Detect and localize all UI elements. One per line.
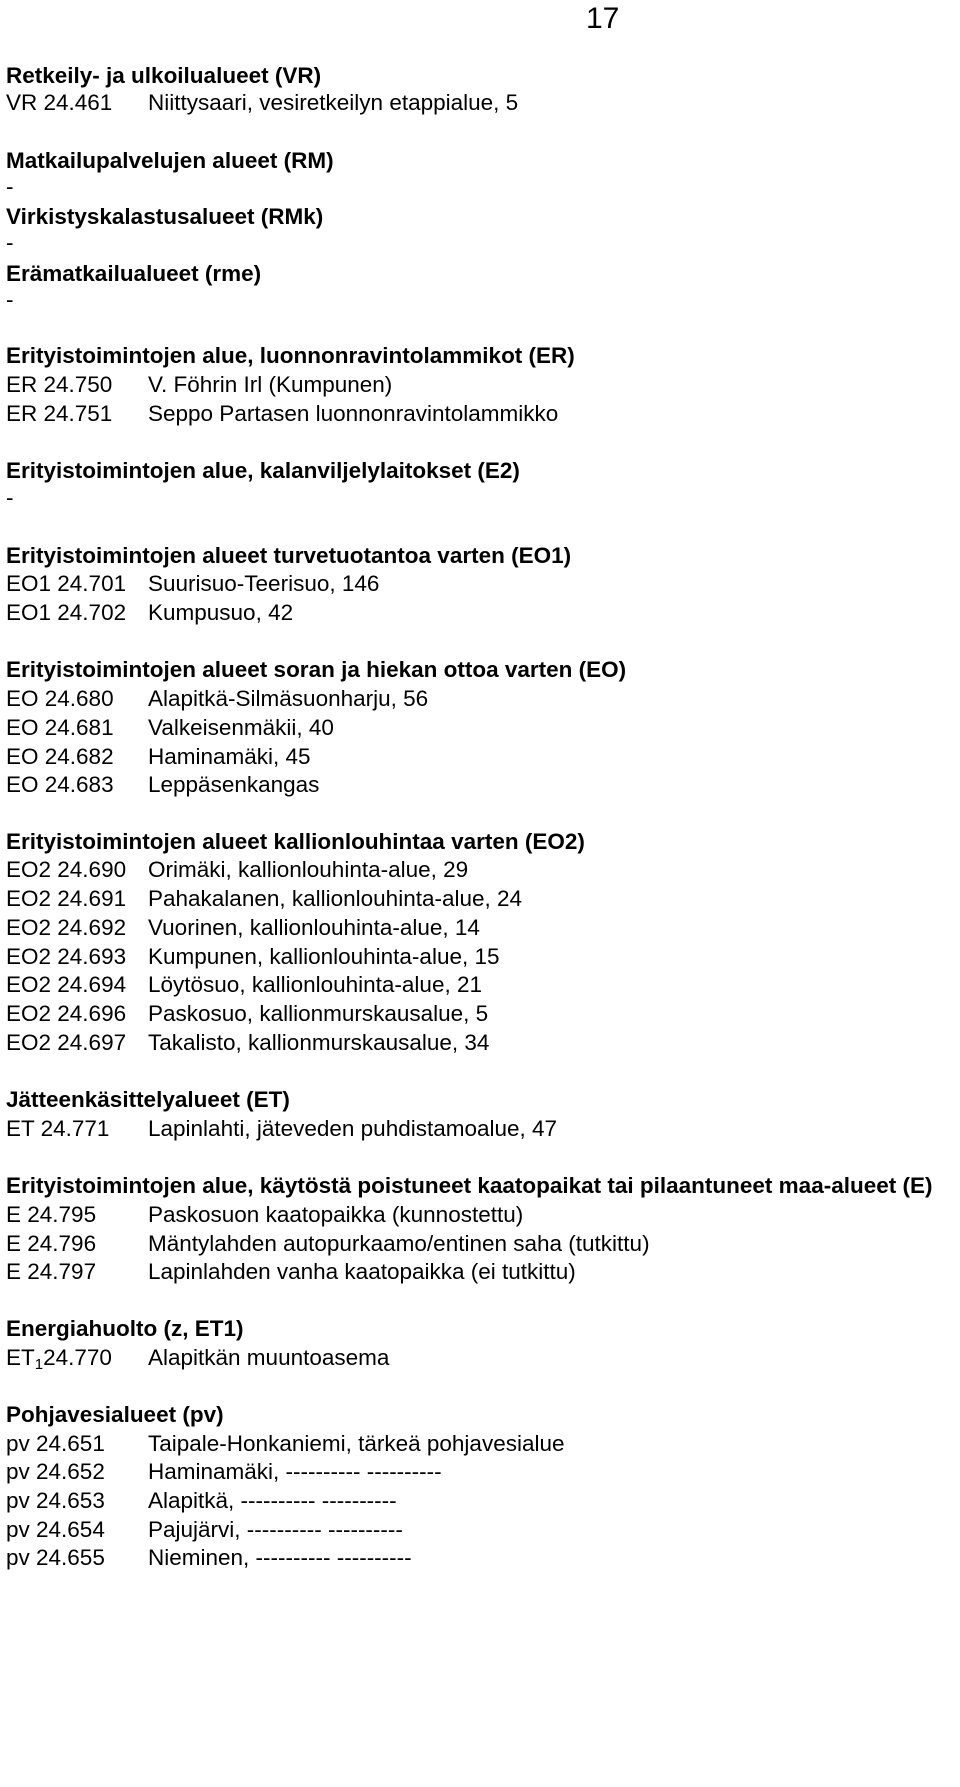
- entry-desc: Pajujärvi, ---------- ----------: [148, 1517, 403, 1542]
- section-heading-energy: Energiahuolto (z, ET1): [6, 1316, 244, 1341]
- entry-desc: Paskosuon kaatopaikka (kunnostettu): [148, 1202, 524, 1227]
- entry-code: pv 24.653: [6, 1488, 105, 1513]
- section-heading-er: Erityistoimintojen alue, luonnonravintolammikot (ER): [6, 343, 575, 368]
- entry-code: pv 24.654: [6, 1517, 105, 1542]
- section-heading-e2: Erityistoimintojen alue, kalanviljelylaitokset (E2): [6, 458, 520, 483]
- entry-code: EO 24.683: [6, 772, 114, 797]
- entry-desc: Kumpunen, kallionlouhinta-alue, 15: [148, 944, 500, 969]
- entry-code: EO2 24.697: [6, 1030, 127, 1055]
- entry-desc: Lapinlahti, jäteveden puhdistamoalue, 47: [148, 1116, 558, 1141]
- entry-desc: Orimäki, kallionlouhinta-alue, 29: [148, 857, 469, 882]
- entry-code: EO2 24.692: [6, 915, 127, 940]
- entry-code: EO2 24.693: [6, 944, 127, 969]
- entry-code: EO2 24.690: [6, 857, 127, 882]
- entry-code: EO1 24.702: [6, 600, 127, 625]
- entry-desc: Haminamäki, ---------- ----------: [148, 1459, 442, 1484]
- entry-code: pv 24.655: [6, 1545, 105, 1570]
- entry-desc: Lapinlahden vanha kaatopaikka (ei tutkittu): [148, 1259, 576, 1284]
- entry-code: E 24.796: [6, 1231, 97, 1256]
- entry-code: E 24.795: [6, 1202, 97, 1227]
- page-number: 17: [586, 2, 620, 35]
- entry-desc: Alapitkän muuntoasema: [148, 1345, 390, 1370]
- entry-desc: Suurisuo-Teerisuo, 146: [148, 571, 380, 596]
- entry-desc: Leppäsenkangas: [148, 772, 320, 797]
- section-heading-eo: Erityistoimintojen alueet soran ja hiekan ottoa varten (EO): [6, 657, 627, 682]
- entry-code: EO2 24.694: [6, 972, 127, 997]
- entry-code: pv 24.652: [6, 1459, 105, 1484]
- section-heading-eo2: Erityistoimintojen alueet kallionlouhintaa varten (EO2): [6, 829, 585, 854]
- section-heading-rme: Erämatkailualueet (rme): [6, 261, 262, 286]
- entry-desc: Paskosuo, kallionmurskausalue, 5: [148, 1001, 489, 1026]
- entry-desc: Nieminen, ---------- ----------: [148, 1545, 412, 1570]
- entry-desc: Vuorinen, kallionlouhinta-alue, 14: [148, 915, 480, 940]
- entry-code: EO 24.682: [6, 744, 114, 769]
- entry-code: E 24.797: [6, 1259, 97, 1284]
- entry-code: ET 24.771: [6, 1116, 110, 1141]
- entry-desc: Haminamäki, 45: [148, 744, 311, 769]
- entry-desc: V. Föhrin Irl (Kumpunen): [148, 372, 393, 397]
- entry-code: VR 24.461: [6, 90, 113, 115]
- entry-code: EO 24.681: [6, 715, 114, 740]
- entry-desc: Mäntylahden autopurkaamo/entinen saha (tutkittu): [148, 1231, 650, 1256]
- entry-code: EO2 24.691: [6, 886, 127, 911]
- entry-code: EO1 24.701: [6, 571, 127, 596]
- entry-code: ER 24.751: [6, 401, 113, 426]
- entry-desc: Niittysaari, vesiretkeilyn etappialue, 5: [148, 90, 519, 115]
- entry-code: $ET_124.770$: [6, 1345, 112, 1373]
- entry-code: pv 24.651: [6, 1431, 105, 1456]
- entry-desc: Alapitkä-Silmäsuonharju, 56: [148, 686, 429, 711]
- entry-desc: Alapitkä, ---------- ----------: [148, 1488, 397, 1513]
- section-heading-e: Erityistoimintojen alue, käytöstä poistuneet kaatopaikat tai pilaantuneet maa-alueet (E): [6, 1173, 933, 1198]
- section-heading-pv: Pohjavesialueet (pv): [6, 1402, 224, 1427]
- entry-code: EO 24.680: [6, 686, 114, 711]
- entry-desc: Takalisto, kallionmurskausalue, 34: [148, 1030, 490, 1055]
- section-heading-eo1: Erityistoimintojen alueet turvetuotantoa varten (EO1): [6, 543, 572, 568]
- entry-desc: Seppo Partasen luonnonravintolammikko: [148, 401, 559, 426]
- entry-desc: Löytösuo, kallionlouhinta-alue, 21: [148, 972, 482, 997]
- entry-desc: Kumpusuo, 42: [148, 600, 294, 625]
- section-heading-rm: Matkailupalvelujen alueet (RM): [6, 148, 334, 173]
- section-heading-et: Jätteenkäsittelyalueet (ET): [6, 1087, 290, 1112]
- entry-desc: Valkeisenmäkii, 40: [148, 715, 334, 740]
- entry-desc: Taipale-Honkaniemi, tärkeä pohjavesialue: [148, 1431, 565, 1456]
- entry-code: EO2 24.696: [6, 1001, 127, 1026]
- entry-code: ER 24.750: [6, 372, 113, 397]
- section-heading-rmk: Virkistyskalastusalueet (RMk): [6, 204, 324, 229]
- entry-desc: Pahakalanen, kallionlouhinta-alue, 24: [148, 886, 523, 911]
- section-heading-vr: Retkeily- ja ulkoilualueet (VR): [6, 63, 322, 88]
